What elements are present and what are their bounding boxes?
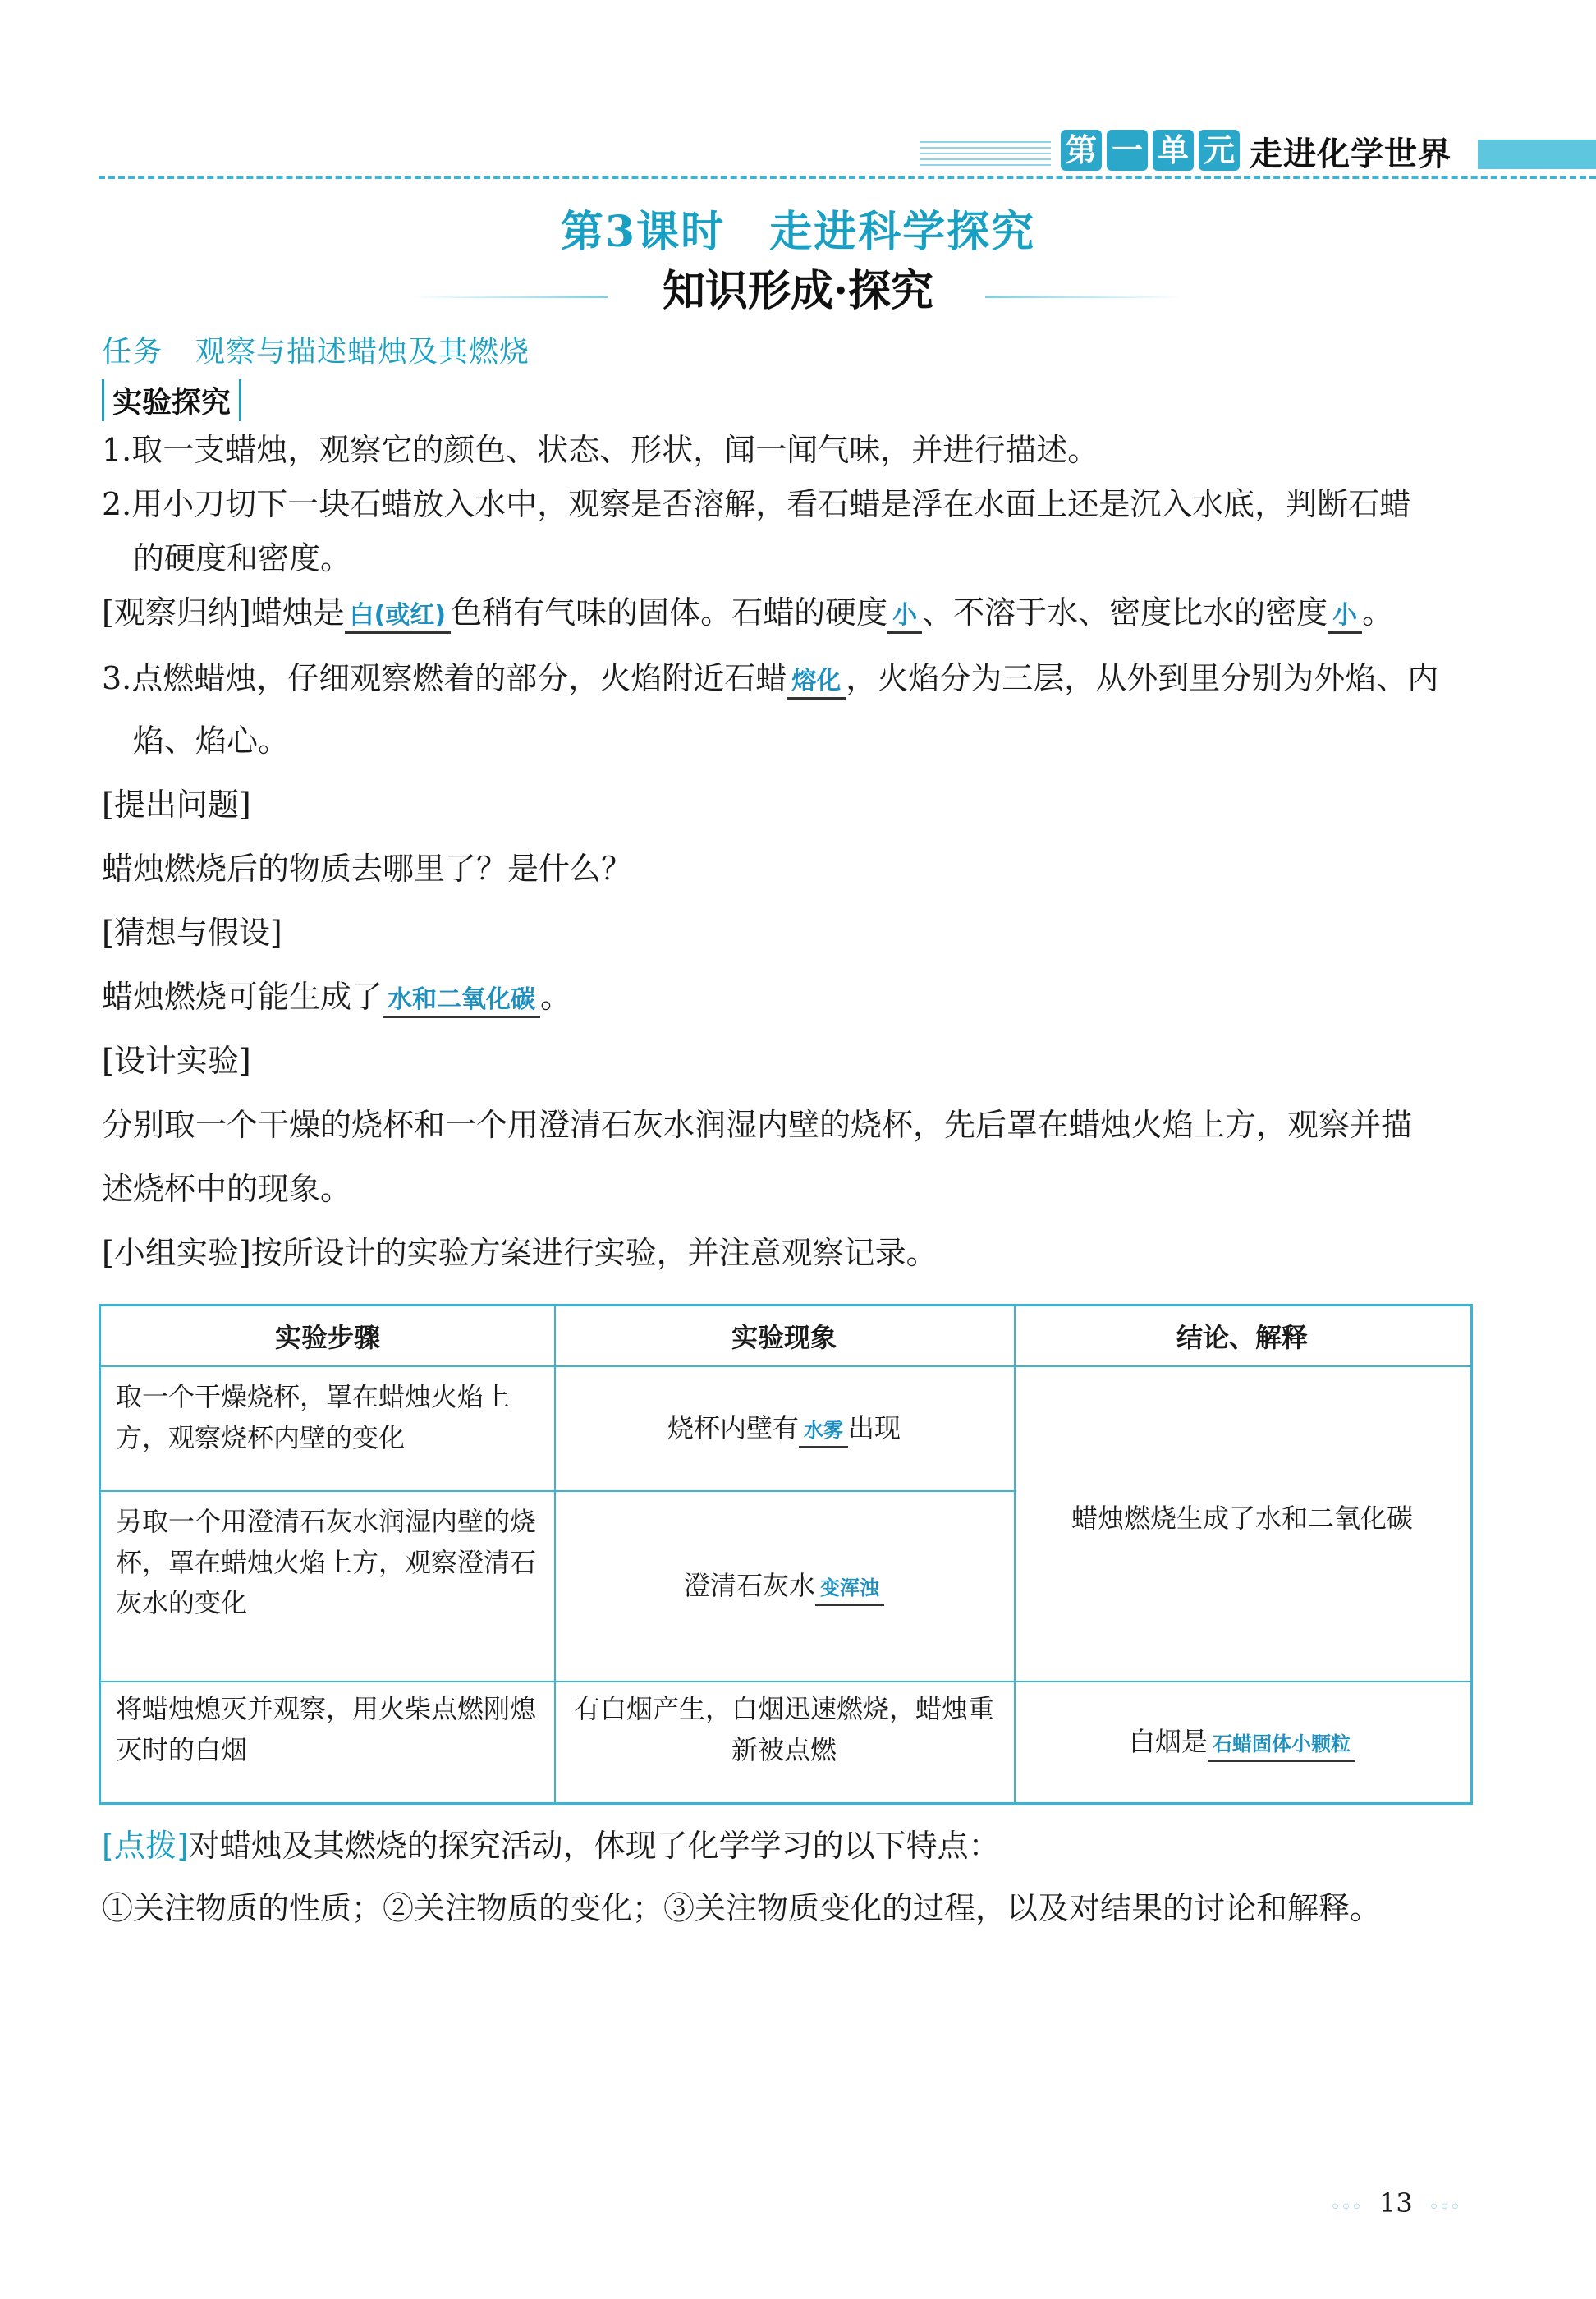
answer-density: 小	[1328, 599, 1362, 634]
table-cell-step: 将蜡烛熄灭并观察，用火柴点燃刚熄灭时的白烟	[116, 1693, 537, 1765]
table-divider	[101, 1365, 1470, 1367]
step-3	[102, 658, 1481, 700]
experiment-table	[99, 1304, 1473, 1805]
unit-badge	[1061, 130, 1240, 171]
step-2-cont: 的硬度和密度。	[133, 540, 352, 576]
tip-text: 对蜡烛及其燃烧的探究活动，体现了化学学习的以下特点：	[188, 1828, 1000, 1864]
obs-text: [观察归纳]蜡烛是	[102, 594, 345, 631]
table-divider	[554, 1306, 556, 1802]
cell-text: 白烟是	[1128, 1726, 1208, 1757]
cell-text: 澄清石灰水	[683, 1570, 815, 1601]
table-header: 实验步骤	[274, 1322, 380, 1353]
task-label: 任务	[102, 335, 163, 369]
experiment-label: 实验探究	[102, 379, 241, 421]
unit-char: 一	[1107, 130, 1148, 171]
cell-text: 出现	[848, 1412, 901, 1443]
obs-text: 、不溶于水、密度比水的密度	[922, 594, 1328, 631]
answer-color: 白(或红)	[345, 599, 451, 634]
table-divider	[101, 1490, 1014, 1492]
hypothesis	[102, 977, 1481, 1018]
answer-turbid: 变浑浊	[815, 1573, 884, 1606]
question-text: 蜡烛燃烧后的物质去哪里了？是什么？	[102, 851, 633, 887]
unit-char: 元	[1199, 130, 1240, 171]
section-title: 知识形成·探究	[662, 266, 934, 316]
table-cell-phenomenon	[554, 1408, 1014, 1449]
task-heading	[102, 328, 530, 370]
answer-products: 水和二氧化碳	[383, 984, 540, 1018]
step-3-cont: 焰、焰心。	[133, 723, 290, 759]
unit-title: 走进化学世界	[1250, 135, 1452, 173]
group-experiment: [小组实验]按所设计的实验方案进行实验，并注意观察记录。	[102, 1235, 938, 1271]
table-header: 结论、解释	[1176, 1322, 1308, 1353]
design-label: [设计实验]	[102, 1043, 251, 1079]
design-text: 分别取一个干燥的烧杯和一个用澄清石灰水润湿内壁的烧杯，先后罩在蜡烛火焰上方，观察并描	[102, 1107, 1413, 1143]
table-cell-step: 取一个干燥烧杯，罩在蜡烛火焰上方，观察烧杯内壁的变化	[116, 1381, 511, 1453]
unit-char: 第	[1061, 130, 1102, 171]
tip	[102, 1826, 1481, 1866]
hypothesis-label: [猜想与假设]	[102, 915, 282, 951]
answer-hardness: 小	[887, 599, 922, 634]
header-decor-lines	[920, 141, 1051, 166]
unit-char: 单	[1153, 130, 1194, 171]
step-2: 2.用小刀切下一块石蜡放入水中，观察是否溶解，看石蜡是浮在水面上还是沉入水底，判断石蜡	[102, 486, 1411, 522]
table-cell-step: 另取一个用澄清石灰水润湿内壁的烧杯，罩在蜡烛火焰上方，观察澄清石灰水的变化	[116, 1506, 537, 1619]
design-text-cont: 述烧杯中的现象。	[102, 1171, 352, 1207]
step-1: 1.取一支蜡烛，观察它的颜色、状态、形状，闻一闻气味，并进行描述。	[102, 432, 1099, 468]
obs-text: 。	[1362, 594, 1394, 631]
lesson-title: 第3课时 走进科学探究	[560, 207, 1036, 257]
answer-mist: 水雾	[799, 1416, 848, 1448]
answer-smoke: 石蜡固体小颗粒	[1208, 1729, 1355, 1762]
page-ornament: ◦◦◦	[1429, 2197, 1461, 2218]
step-3-text: 3.点燃蜡烛，仔细观察燃着的部分，火焰附近石蜡	[102, 660, 787, 696]
header-divider	[99, 176, 1596, 179]
question-label: [提出问题]	[102, 787, 251, 823]
hypothesis-text: 蜡烛燃烧可能生成了	[102, 979, 383, 1015]
tip-points: ①关注物质的性质；②关注物质的变化；③关注物质变化的过程，以及对结果的讨论和解释。	[102, 1890, 1382, 1926]
tip-label: [点拨]	[102, 1828, 189, 1864]
cell-text: 烧杯内壁有	[667, 1412, 799, 1443]
table-divider	[101, 1681, 1470, 1682]
table-cell-conclusion	[1014, 1722, 1470, 1763]
page-number: 13	[1379, 2187, 1413, 2219]
hypothesis-text: 。	[540, 979, 572, 1015]
answer-melt: 熔化	[787, 665, 846, 700]
table-cell-conclusion: 蜡烛燃烧生成了水和二氧化碳	[1071, 1503, 1413, 1534]
table-header: 实验现象	[731, 1322, 837, 1353]
observation-summary	[102, 593, 1481, 634]
obs-text: 色稍有气味的固体。石蜡的硬度	[451, 594, 888, 631]
step-3-text: ，火焰分为三层，从外到里分别为外焰、内	[846, 660, 1439, 696]
task-title: 观察与描述蜡烛及其燃烧	[195, 335, 530, 369]
header-accent-bar	[1478, 140, 1596, 169]
table-cell-phenomenon	[554, 1566, 1014, 1607]
table-cell-phenomenon: 有白烟产生，白烟迅速燃烧，蜡烛重新被点燃	[573, 1693, 994, 1765]
page-ornament: ◦◦◦	[1330, 2197, 1362, 2218]
